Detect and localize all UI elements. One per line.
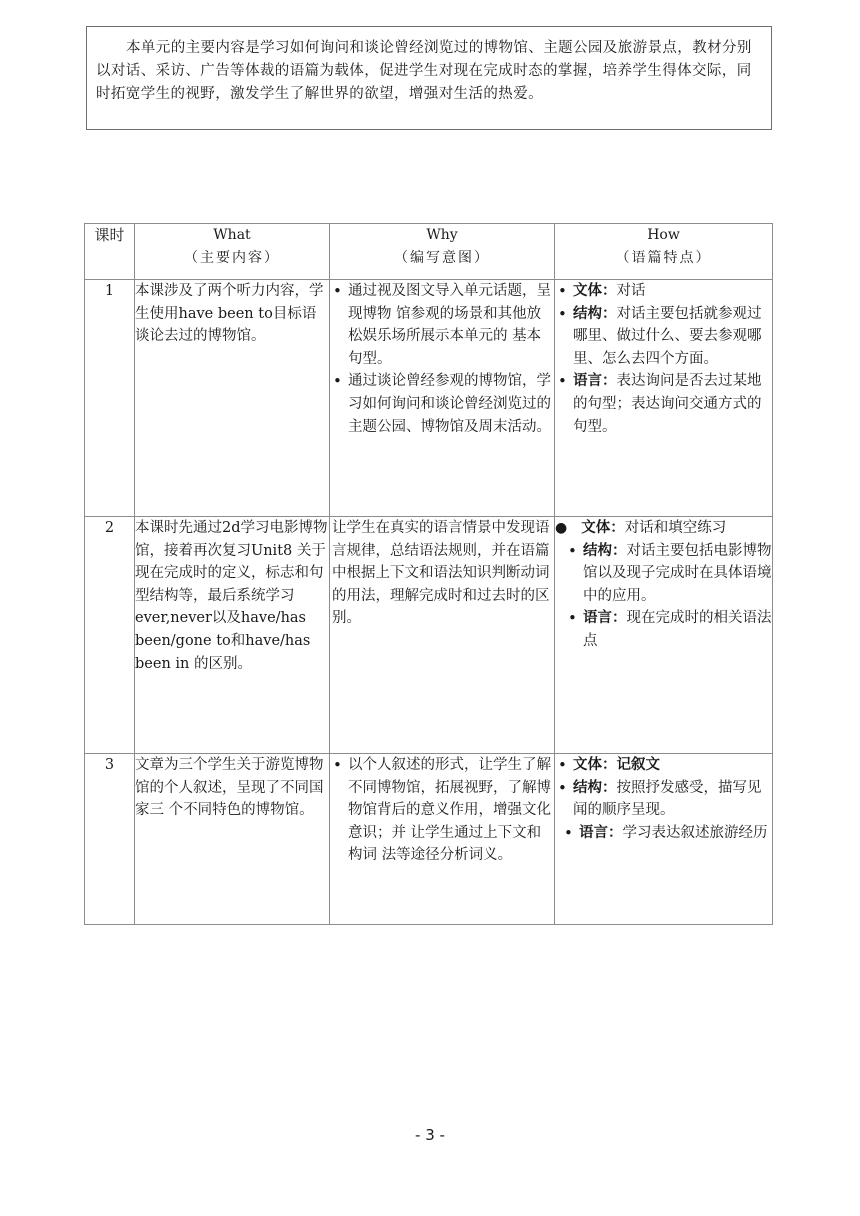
how-text: 现在完成时的相关语法点 <box>583 610 772 649</box>
how-label: 文体： <box>573 283 617 299</box>
table-row <box>85 280 773 517</box>
how-bullet <box>555 370 772 438</box>
header-how-en: How <box>647 227 680 243</box>
header-what <box>135 224 330 280</box>
lesson-plan-table <box>84 223 773 925</box>
how-cell <box>555 517 773 754</box>
how-text: 对话和填空练习 <box>624 520 727 536</box>
how-label: 语言： <box>583 610 627 627</box>
how-text: 对话主要包括电影博物馆以及现子完成时在具体语境中的应用。 <box>583 542 772 604</box>
header-how <box>555 224 773 280</box>
how-text: 学习表达叙述旅游经历 <box>622 824 768 841</box>
how-bullet <box>561 822 772 845</box>
how-text: 按照抒发感受，描写见闻的顺序呈现。 <box>573 779 762 819</box>
header-what-zh: （主要内容） <box>184 249 280 266</box>
how-bullet <box>555 777 772 822</box>
header-why-zh: （编写意图） <box>394 249 490 266</box>
header-how-zh: （语篇特点） <box>615 249 712 266</box>
why-cell <box>330 754 555 925</box>
why-cell <box>330 280 555 517</box>
header-why-en: Why <box>426 227 458 243</box>
how-label: 结构： <box>583 542 627 559</box>
period-number: 3 <box>85 754 135 925</box>
how-label: 结构： <box>573 779 617 796</box>
header-period: 课时 <box>85 224 135 280</box>
how-bullet <box>565 607 772 652</box>
how-cell <box>555 754 773 925</box>
page-number: - 3 - <box>415 1126 445 1144</box>
header-what-en: What <box>213 227 251 243</box>
what-cell: 本课时先通过2d学习电影博物馆，接着再次复习Unit8 关于现在完成时的定义，标志和句型结构等，最后系统学习ever,never以及have/has been/gone to和have/has been in 的区别。 <box>135 517 330 754</box>
why-cell: 让学生在真实的语言情景中发现语言规律，总结语法规则，并在语篇中根据上下文和语法知识判断动词的用法，理解完成时和过去时的区别。 <box>330 517 555 754</box>
why-bullet: • 以个人叙述的形式，让学生了解不同博物馆，拓展视野，了解博物馆背后的意义作用，增强文化意识；并 让学生通过上下文和构词 法等途径分析词义。 <box>330 754 554 867</box>
how-bullet <box>555 303 772 371</box>
how-text: 对话 <box>616 283 646 299</box>
how-line <box>555 517 772 540</box>
what-cell: 文章为三个学生关于游览博物馆的个人叙述，呈现了不同国家三 个不同特色的博物馆。 <box>135 754 330 925</box>
bullet-icon: ● <box>555 520 568 536</box>
how-label: 语言： <box>579 824 623 841</box>
header-why <box>330 224 555 280</box>
what-cell: 本课涉及了两个听力内容，学生使用have been to目标语谈论去过的博物馆。 <box>135 280 330 517</box>
how-cell <box>555 280 773 517</box>
how-label: 文体： <box>573 757 617 773</box>
how-text: 记叙文 <box>616 757 660 773</box>
how-label: 语言： <box>573 373 617 390</box>
table-header-row <box>85 224 773 280</box>
how-text: 表达询问是否去过某地的句型；表达询问交通方式的句型。 <box>573 373 762 435</box>
table-row <box>85 754 773 925</box>
period-number: 2 <box>85 517 135 754</box>
period-number: 1 <box>85 280 135 517</box>
why-bullet: • 通过谈论曾经参观的博物馆，学习如何询问和谈论曾经浏览过的主题公园、博物馆及周末活动。 <box>330 370 554 438</box>
intro-paragraph: 本单元的主要内容是学习如何询问和谈论曾经浏览过的博物馆、主题公园及旅游景点，教材分别以对话、采访、广告等体裁的语篇为载体，促进学生对现在完成时态的掌握，培养学生得体交际，同时拓宽学生的视野，激发学生了解世界的欲望，增强对生活的热爱。 <box>96 40 752 102</box>
how-label: 结构： <box>573 305 617 322</box>
why-bullet: • 通过视及图文导入单元话题，呈现博物 馆参观的场景和其他放松娱乐场所展示本单元的 基本句型。 <box>330 280 554 370</box>
how-bullet <box>565 540 772 608</box>
how-bullet <box>555 280 772 303</box>
intro-box <box>86 26 772 130</box>
how-text: 对话主要包括就参观过哪里、做过什么、要去参观哪里、怎么去四个方面。 <box>573 305 762 367</box>
how-bullet <box>555 754 772 777</box>
table-row <box>85 517 773 754</box>
how-label: 文体： <box>581 520 625 536</box>
